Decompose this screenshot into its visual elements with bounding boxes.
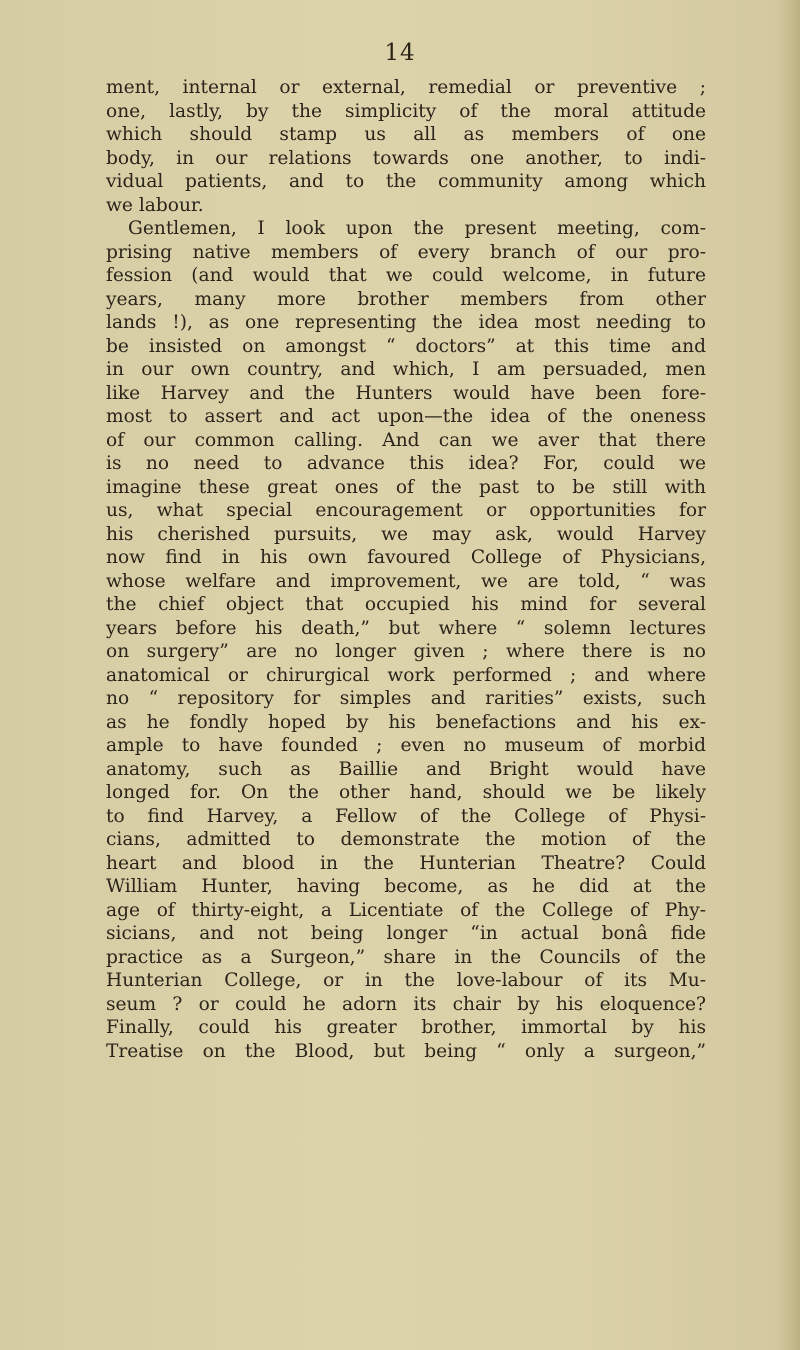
text-line: sicians, and not being longer “in actual bonâ fide bbox=[106, 923, 706, 944]
text-line: Finally, could his greater brother, immortal by his bbox=[106, 1017, 706, 1038]
text-line: in our own country, and which, I am persuaded, men bbox=[106, 359, 706, 380]
text-line: Treatise on the Blood, but being “ only a surgeon,” bbox=[106, 1040, 706, 1062]
text-line: whose welfare and improvement, we are told, “ was bbox=[106, 570, 706, 592]
text-line: vidual patients, and to the community among which bbox=[106, 171, 706, 192]
text-line: age of thirty-eight, a Licentiate of the College of Phy- bbox=[106, 899, 706, 921]
text-line: like Harvey and the Hunters would have been fore- bbox=[106, 382, 706, 404]
text-line: longed for. On the other hand, should we be likely bbox=[106, 782, 706, 803]
text-line: imagine these great ones of the past to be still with bbox=[106, 476, 706, 498]
text-line: years, many more brother members from other bbox=[106, 288, 706, 310]
text-line: fession (and would that we could welcome, in future bbox=[106, 265, 706, 286]
text-line: most to assert and act upon—the idea of the oneness bbox=[106, 406, 706, 427]
text-line: lands !), as one representing the idea most needing to bbox=[106, 312, 706, 333]
text-line: cians, admitted to demonstrate the motion of the bbox=[106, 829, 706, 850]
text-line: body, in our relations towards one another, to indi- bbox=[106, 147, 706, 169]
text-line: seum ? or could he adorn its chair by his eloquence? bbox=[106, 993, 706, 1015]
text-line: on surgery” are no longer given ; where there is no bbox=[106, 641, 706, 662]
page-edge-shadow bbox=[778, 0, 800, 1350]
text-line: which should stamp us all as members of one bbox=[106, 124, 706, 145]
text-line: be insisted on amongst “ doctors” at this time and bbox=[106, 335, 706, 357]
text-line: Hunterian College, or in the love-labour of its Mu- bbox=[106, 970, 706, 991]
text-line: William Hunter, having become, as he did at the bbox=[106, 876, 706, 897]
page-number: 14 bbox=[384, 40, 416, 66]
text-line: Gentlemen, I look upon the present meeting, com- bbox=[128, 218, 706, 239]
text-line: ample to have founded ; even no museum of morbid bbox=[106, 735, 706, 756]
text-line: is no need to advance this idea? For, could we bbox=[106, 453, 706, 474]
text-line: anatomy, such as Baillie and Bright would have bbox=[106, 758, 706, 780]
text-line: one, lastly, by the simplicity of the moral attitude bbox=[106, 100, 706, 122]
text-line: the chief object that occupied his mind for several bbox=[106, 594, 706, 615]
text-line: his cherished pursuits, we may ask, would Harvey bbox=[106, 523, 706, 545]
text-line: us, what special encouragement or opportunities for bbox=[106, 500, 706, 521]
body-text bbox=[106, 76, 706, 1063]
text-line: anatomical or chirurgical work performed ; and where bbox=[106, 664, 706, 686]
text-line: we labour. bbox=[106, 194, 204, 216]
text-line: heart and blood in the Hunterian Theatre? Could bbox=[106, 852, 706, 874]
text-line: as he fondly hoped by his benefactions and his ex- bbox=[106, 711, 706, 733]
text-line: years before his death,” but where “ solemn lectures bbox=[106, 617, 706, 639]
text-line: now find in his own favoured College of Physicians, bbox=[106, 547, 706, 568]
text-line: prising native members of every branch of our pro- bbox=[106, 241, 706, 263]
text-line: ment, internal or external, remedial or preventive ; bbox=[106, 77, 706, 98]
text-line: of our common calling. And can we aver that there bbox=[106, 429, 706, 451]
text-line: practice as a Surgeon,” share in the Councils of the bbox=[106, 946, 706, 968]
text-line: to find Harvey, a Fellow of the College of Physi- bbox=[106, 805, 706, 827]
text-line: no “ repository for simples and rarities” exists, such bbox=[106, 688, 706, 709]
